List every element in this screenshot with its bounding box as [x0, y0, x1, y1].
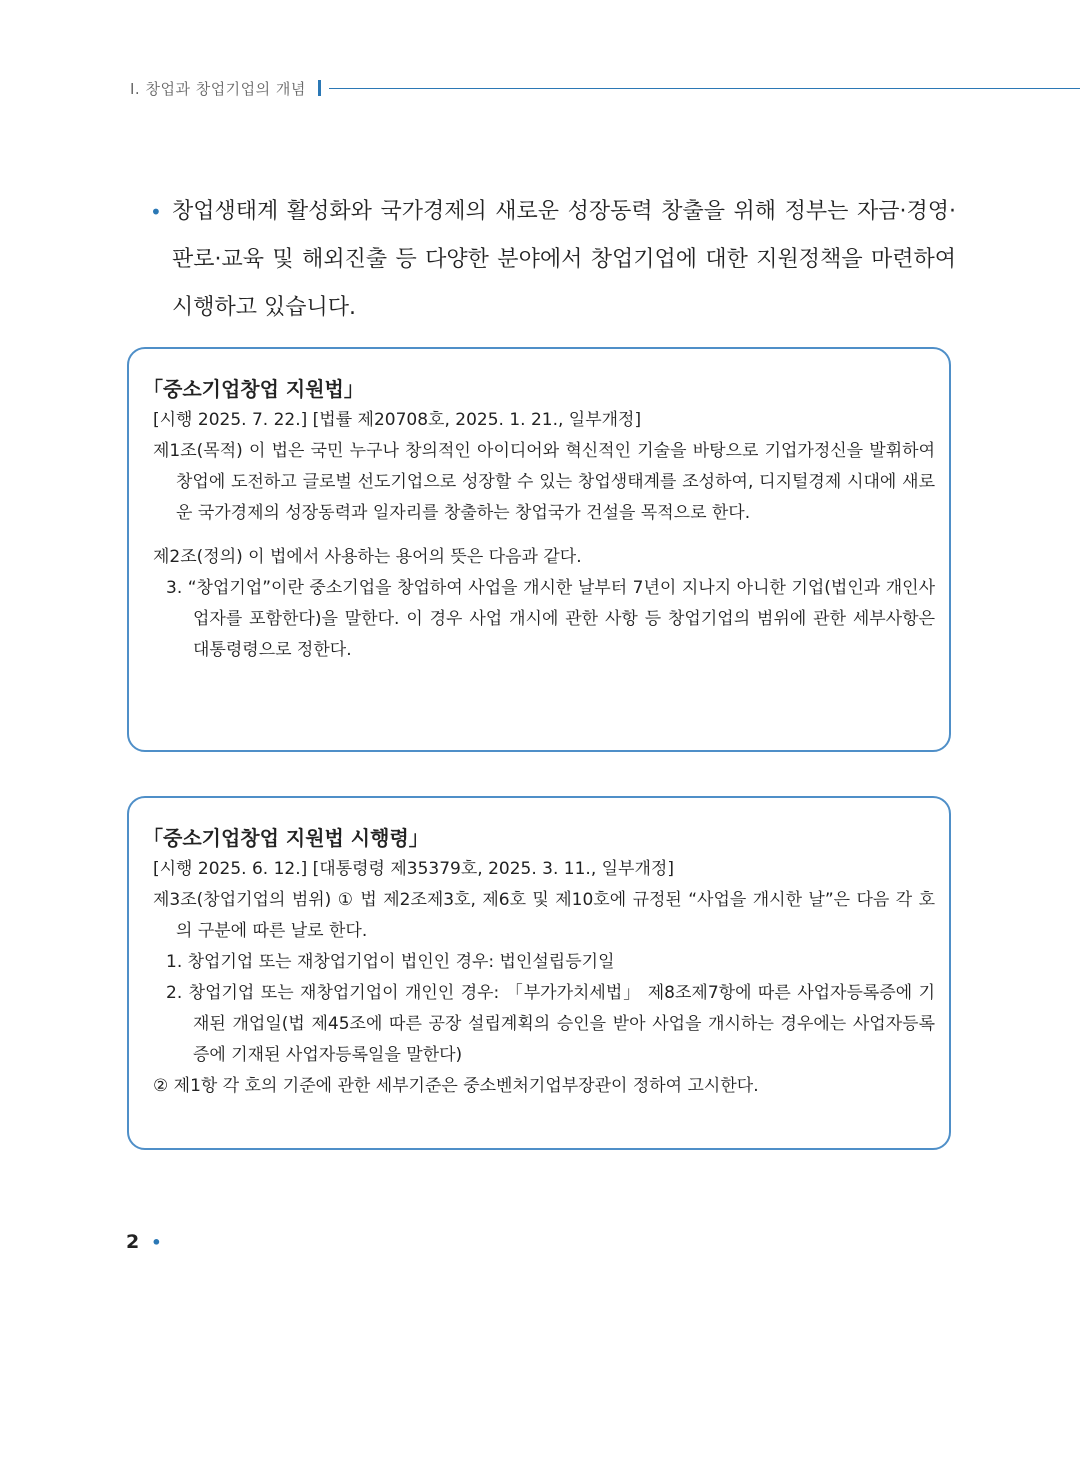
bullet-icon: •: [150, 200, 162, 224]
header-marker: [318, 80, 321, 96]
article-2-item-3: 3. “창업기업”이란 중소기업을 창업하여 사업을 개시한 날부터 7년이 지나지 아니한 기업(법인과 개인사업자를 포함한다)을 말한다. 이 경우 사업 개시에 관한 사항 등 창업기업의 범위에 관한 세부사항은 대통령령으로 정한다.: [166, 578, 935, 660]
intro-paragraph: [150, 188, 956, 332]
footer-dot-icon: •: [151, 1232, 162, 1252]
law-title: 「중소기업창업 지원법」: [143, 377, 364, 401]
law-title: 「중소기업창업 지원법 시행령」: [143, 826, 429, 850]
page-number: 2: [126, 1231, 140, 1253]
intro-text: 창업생태계 활성화와 국가경제의 새로운 성장동력 창출을 위해 정부는 자금·경영·판로·교육 및 해외진출 등 다양한 분야에서 창업기업에 대한 지원정책을 마련하여 시행하고 있습니다.: [172, 199, 956, 320]
page-footer: [126, 1231, 161, 1253]
law-box-enforcement-decree: [127, 796, 951, 1150]
law-meta: [시행 2025. 7. 22.] [법률 제20708호, 2025. 1. 21., 일부개정]: [153, 410, 642, 430]
article-2: 제2조(정의) 이 법에서 사용하는 용어의 뜻은 다음과 같다.: [153, 547, 582, 567]
article-3-item-1: 1. 창업기업 또는 재창업기업이 법인인 경우: 법인설립등기일: [166, 952, 615, 972]
article-3: 제3조(창업기업의 범위) ① 법 제2조제3호, 제6호 및 제10호에 규정된 “사업을 개시한 날”은 다음 각 호의 구분에 따른 날로 한다.: [153, 890, 935, 941]
article-3-paragraph-2: ② 제1항 각 호의 기준에 관한 세부기준은 중소벤처기업부장관이 정하여 고시한다.: [153, 1076, 759, 1096]
law-meta: [시행 2025. 6. 12.] [대통령령 제35379호, 2025. 3. 11., 일부개정]: [153, 859, 674, 879]
article-1: 제1조(목적) 이 법은 국민 누구나 창의적인 아이디어와 혁신적인 기술을 바탕으로 기업가정신을 발휘하여 창업에 도전하고 글로벌 선도기업으로 성장할 수 있는 창업생태계를 조성하여, 디지털경제 시대에 새로운 국가경제의 성장동력과 일자리를 창출하는 창업국가 건설을 목적으로 한다.: [153, 441, 935, 523]
running-header: [130, 76, 1080, 100]
article-3-item-2: 2. 창업기업 또는 재창업기업이 개인인 경우: 「부가가치세법」 제8조제7항에 따른 사업자등록증에 기재된 개업일(법 제45조에 따른 공장 설립계획의 승인을 받아 사업을 개시하는 경우에는 사업자등록증에 기재된 사업자등록일을 말한다): [166, 983, 935, 1065]
section-title: Ⅰ. 창업과 창업기업의 개념: [130, 79, 306, 98]
law-box-startup-act: [127, 347, 951, 752]
header-rule: [329, 88, 1080, 89]
